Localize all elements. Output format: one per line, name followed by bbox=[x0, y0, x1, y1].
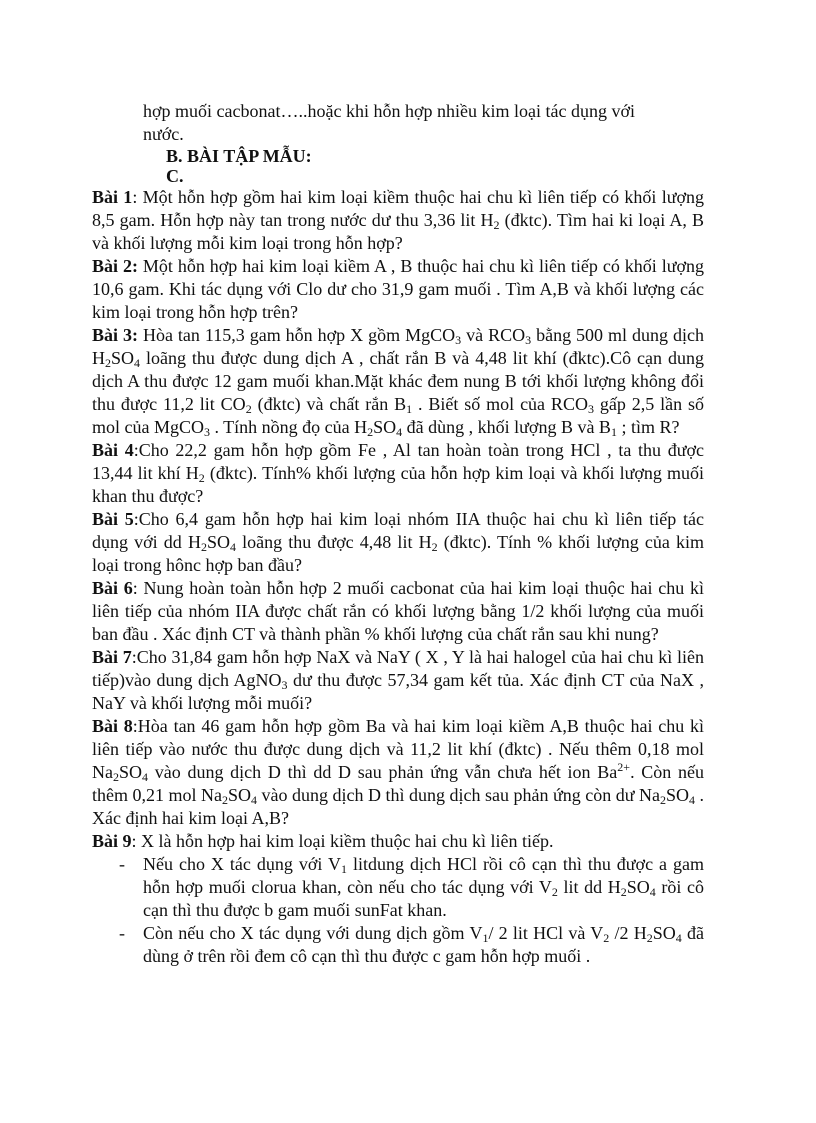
text-run: đã dùng , khối lượng B và B bbox=[402, 417, 611, 437]
exercise-paragraph bbox=[92, 646, 704, 715]
text-run: Còn nếu cho X tác dụng với dung dịch gồm V bbox=[143, 923, 483, 943]
superscript: 2+ bbox=[617, 760, 631, 774]
text-run: . Còn nếu thêm 0,21 mol Na bbox=[92, 762, 705, 805]
subscript: 4 bbox=[396, 425, 403, 439]
text-run: : X là hỗn hợp hai kim loại kiềm thuộc hai chu kì liên tiếp. bbox=[131, 831, 554, 851]
subscript: 1 bbox=[482, 931, 489, 945]
text-run: Hòa tan 115,3 gam hỗn hợp X gồm MgCO bbox=[137, 325, 456, 345]
subscript: 4 bbox=[142, 770, 149, 784]
text-run: SO bbox=[206, 532, 230, 552]
subscript: 2 bbox=[222, 793, 228, 807]
bullet-list bbox=[92, 853, 704, 968]
text-run: loãng thu được 4,48 lit H bbox=[235, 532, 432, 552]
text-run: SO bbox=[626, 877, 650, 897]
text-run: và RCO bbox=[461, 325, 526, 345]
text-run: Nếu cho X tác dụng với V bbox=[143, 854, 342, 874]
subscript: 1 bbox=[406, 402, 413, 416]
exercise-paragraph bbox=[92, 186, 704, 255]
subscript: 3 bbox=[204, 425, 210, 439]
document-page bbox=[92, 100, 704, 968]
exercise-label: Bài 8 bbox=[92, 716, 133, 736]
text-run: (đktc). Tính % khối lượng của kim loại trong hônc hợp ban đầu? bbox=[92, 532, 704, 575]
intro-paragraph bbox=[92, 100, 704, 146]
text-run: vào dung dịch D thì dd D sau phản ứng vẫn chưa hết ion Ba bbox=[148, 762, 618, 782]
exercise-label: Bài 1 bbox=[92, 187, 133, 207]
subscript: 2 bbox=[603, 931, 610, 945]
subscript: 3 bbox=[281, 678, 288, 692]
text-run: . Biết số mol của RCO bbox=[412, 394, 588, 414]
text-run: SO bbox=[228, 785, 252, 805]
exercise-paragraph bbox=[92, 577, 704, 646]
section-heading: C. bbox=[166, 166, 184, 186]
subscript: 4 bbox=[134, 356, 141, 370]
exercise-label: Bài 5 bbox=[92, 509, 134, 529]
exercise-paragraph bbox=[92, 508, 704, 577]
exercise-paragraph bbox=[92, 439, 704, 508]
text-run: . Xác định hai kim loại A,B? bbox=[92, 785, 705, 828]
intro-line: hợp muối cacbonat…..hoặc khi hỗn hợp nhiều kim loại tác dụng với bbox=[143, 101, 635, 121]
bullet-dash: - bbox=[119, 854, 125, 874]
subscript: 3 bbox=[455, 333, 462, 347]
text-run: loãng thu được dung dịch A , chất rắn B và 4,48 lit khí (đktc).Cô cạn dung dịch A thu được 12 gam muối khan.Mặt khác đem nung B tới khối lượng không đổi thu được 11,2 lit CO bbox=[92, 348, 704, 414]
text-run: vào dung dịch D thì dung dịch sau phản ứng còn dư Na bbox=[257, 785, 660, 805]
bullet-item bbox=[92, 922, 704, 968]
subscript: 2 bbox=[646, 931, 653, 945]
subscript: 2 bbox=[245, 402, 252, 416]
text-run: SO bbox=[665, 785, 689, 805]
text-run: bằng 500 ml dung dịch H bbox=[92, 325, 704, 368]
text-run: SO bbox=[652, 923, 676, 943]
text-run: Một hỗn hợp hai kim loại kiềm A , B thuộc hai chu kì liên tiếp có khối lượng 10,6 gam. Khi tác dụng với Clo dư cho 31,9 gam muối . Tìm A,B và khối lượng các kim loại trong hỗn hợp trên? bbox=[92, 256, 704, 322]
subscript: 4 bbox=[649, 885, 656, 899]
subscript: 1 bbox=[610, 425, 617, 439]
text-run: (đktc). Tìm hai ki loại A, B và khối lượng mỗi kim loại trong hỗn hợp? bbox=[92, 210, 704, 253]
text-run: litdung dịch HCl rồi cô cạn thì thu được a gam hỗn hợp muối clorua khan, còn nếu cho tác dụng với V bbox=[143, 854, 704, 897]
text-run: (đktc). Tính% khối lượng của hỗn hợp kim loại và khối lượng muối khan thu được? bbox=[92, 463, 704, 506]
text-run: rồi cô cạn thì thu được b gam muối sunFat khan. bbox=[143, 877, 704, 920]
subscript: 4 bbox=[689, 793, 695, 807]
subscript: 2 bbox=[431, 540, 438, 554]
subscript: 2 bbox=[105, 356, 111, 370]
subscript: 2 bbox=[113, 770, 119, 784]
text-run: dư thu được 57,34 gam kết tủa. Xác định CT của NaX , NaY và khối lượng mỗi muối? bbox=[92, 670, 704, 713]
text-run: :Hòa tan 46 gam hỗn hợp gồm Ba và hai kim loại kiềm A,B thuộc hai chu kì liên tiếp vào nước thu được dung dịch và 11,2 lit khí (đktc) . Nếu thêm 0,18 mol Na bbox=[92, 716, 704, 782]
bullet-item bbox=[92, 853, 704, 922]
text-run: SO bbox=[119, 762, 143, 782]
text-run: :Cho 22,2 gam hỗn hợp gồm Fe , Al tan hoàn toàn trong HCl , ta thu được 13,44 lit khí H bbox=[92, 440, 704, 483]
text-run: lit dd H bbox=[557, 877, 621, 897]
exercise-label: Bài 3: bbox=[92, 325, 138, 345]
subscript: 4 bbox=[251, 793, 258, 807]
text-run: SO bbox=[111, 348, 135, 368]
exercise-label: Bài 7 bbox=[92, 647, 132, 667]
text-run: SO bbox=[373, 417, 397, 437]
bullet-dash: - bbox=[119, 923, 125, 943]
subscript: 2 bbox=[659, 793, 666, 807]
text-run: :Cho 6,4 gam hỗn hợp hai kim loại nhóm IIA thuộc hai chu kì liên tiếp tác dụng với dd H bbox=[92, 509, 704, 552]
text-run: :Cho 31,84 gam hỗn hợp NaX và NaY ( X , Y là hai halogel của hai chu kì liên tiếp)vào dung dịch AgNO bbox=[92, 647, 704, 690]
exercise-label: Bài 4 bbox=[92, 440, 134, 460]
text-run: : Nung hoàn toàn hỗn hợp 2 muối cacbonat của hai kim loại thuộc hai chu kì liên tiếp của nhóm IIA được chất rắn có khối lượng bằng 1/2 khối lượng của muối ban đầu . Xác định CT và thành phần % khối lượng của chất rắn sau khi nung? bbox=[92, 578, 704, 644]
subscript: 4 bbox=[675, 931, 682, 945]
exercise-paragraph bbox=[92, 324, 704, 439]
subscript: 2 bbox=[198, 471, 205, 485]
exercise-paragraph bbox=[92, 830, 704, 853]
text-run: . Tính nồng đọ của H bbox=[210, 417, 368, 437]
exercise-label: Bài 6 bbox=[92, 578, 133, 598]
text-run: /2 H bbox=[609, 923, 647, 943]
text-run: (đktc) và chất rắn B bbox=[251, 394, 407, 414]
text-run: / 2 lit HCl và V bbox=[488, 923, 604, 943]
exercise-label: Bài 2: bbox=[92, 256, 138, 276]
text-run: ; tìm R? bbox=[616, 417, 680, 437]
text-run: đã dùng ở trên rồi đem cô cạn thì thu được c gam hỗn hợp muối . bbox=[143, 923, 704, 966]
subscript: 2 bbox=[551, 885, 558, 899]
exercise-list bbox=[92, 186, 704, 853]
exercise-paragraph bbox=[92, 715, 704, 830]
text-run: : Một hỗn hợp gồm hai kim loại kiềm thuộc hai chu kì liên tiếp có khối lượng 8,5 gam. Hỗn hợp này tan trong nước dư thu 3,36 lit H bbox=[92, 187, 704, 230]
subscript: 2 bbox=[367, 425, 374, 439]
subscript: 4 bbox=[229, 540, 236, 554]
subscript: 3 bbox=[525, 333, 532, 347]
text-run: gấp 2,5 lần số mol của MgCO bbox=[92, 394, 705, 437]
exercise-paragraph bbox=[92, 255, 704, 324]
section-heading: B. BÀI TẬP MẪU: bbox=[166, 146, 312, 166]
subscript: 2 bbox=[620, 885, 627, 899]
intro-line: nước. bbox=[143, 124, 184, 144]
subscript: 2 bbox=[200, 540, 207, 554]
subscript: 2 bbox=[493, 218, 500, 232]
subscript: 1 bbox=[341, 862, 348, 876]
exercise-label: Bài 9 bbox=[92, 831, 132, 851]
subscript: 3 bbox=[587, 402, 594, 416]
